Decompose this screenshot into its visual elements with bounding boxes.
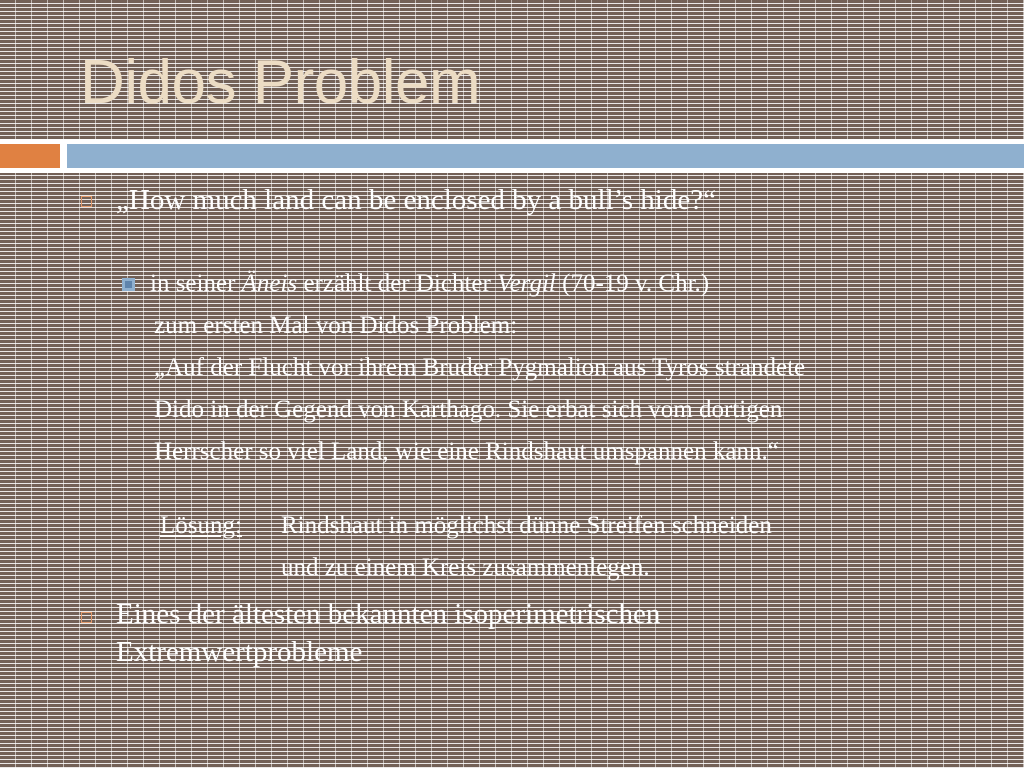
vergil-name: Vergil (497, 270, 556, 297)
bullet-question: „How much land can be enclosed by a bull’s hide?“ (116, 184, 716, 216)
quote-line-3: Herrscher so viel Land, wie eine Rindshaut umspannen kann.“ (154, 438, 779, 465)
accent-bar-orange (0, 144, 60, 168)
aeneis-title: Äneis (241, 270, 298, 297)
bullet-conclusion-line-1: Eines der ältesten bekannten isoperimetrischen (116, 598, 661, 630)
text-segment: (70-19 v. Chr.) (555, 270, 710, 297)
sub-bullet-line-1 (150, 263, 709, 305)
quote-line-2: Dido in der Gegend von Karthago. Sie erbat sich vom dortigen (154, 396, 783, 423)
bullet-conclusion-line-2: Extremwertprobleme (116, 636, 363, 668)
solution-label: Lösung: (160, 512, 242, 539)
square-bullet-icon (81, 196, 92, 207)
sub-bullet-line-2: zum ersten Mal von Didos Problem: (154, 312, 518, 339)
slide-title: Didos Problem (80, 48, 481, 117)
accent-bar-blue (67, 144, 1024, 168)
solution-line-1: Rindshaut in möglichst dünne Streifen schneiden (281, 512, 772, 539)
filled-square-bullet-icon (122, 278, 135, 291)
square-bullet-icon (81, 612, 92, 623)
text-segment: in seiner (150, 270, 242, 297)
quote-line-1: „Auf der Flucht vor ihrem Bruder Pygmalion aus Tyros strandete (154, 354, 806, 381)
solution-line-2: und zu einem Kreis zusammenlegen. (281, 554, 650, 581)
text-segment: erzählt der Dichter (297, 270, 498, 297)
